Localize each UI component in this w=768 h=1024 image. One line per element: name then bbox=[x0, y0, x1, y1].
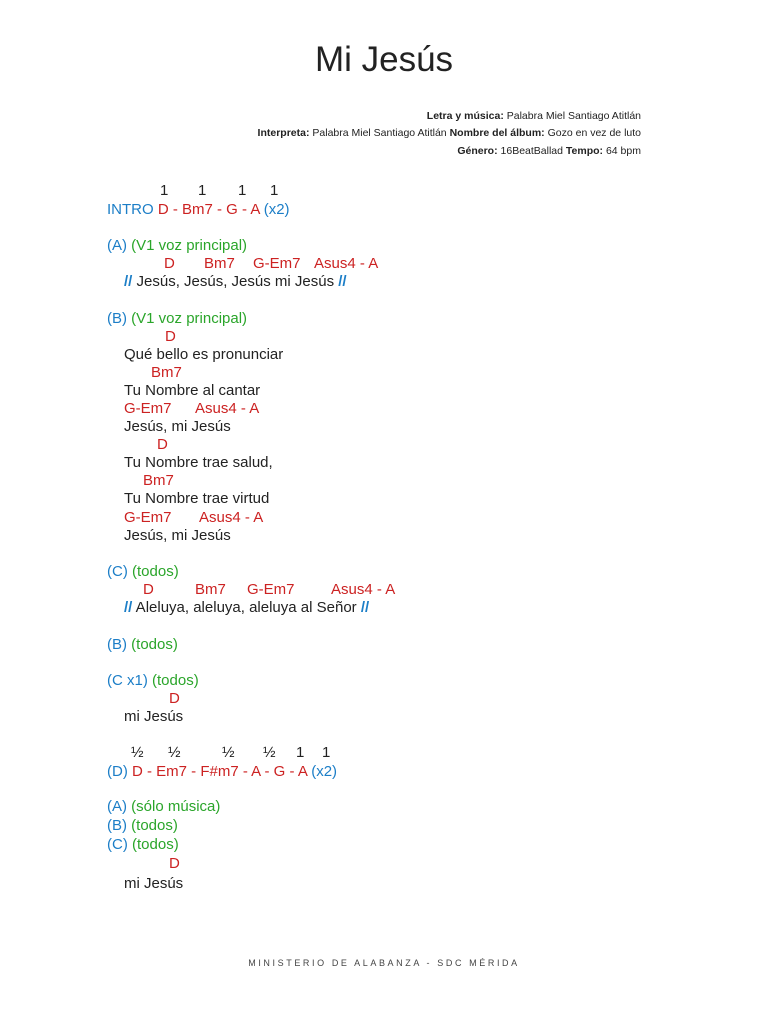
chord: Asus4 - A bbox=[195, 400, 260, 417]
meta-label: Letra y música: bbox=[426, 110, 504, 122]
repeat-mark: // bbox=[124, 599, 133, 616]
section-note: (V1 voz principal) bbox=[131, 237, 248, 254]
meta-lyrics-music bbox=[427, 110, 641, 122]
lyric-line: mi Jesús bbox=[124, 708, 184, 725]
section-header-a bbox=[107, 237, 247, 255]
chord: D bbox=[165, 328, 176, 345]
section-header-c2 bbox=[107, 672, 199, 690]
meta-genre-tempo bbox=[457, 145, 641, 157]
lyric-text: Jesús, Jesús, Jesús mi Jesús bbox=[132, 273, 339, 290]
section-tag: (D) bbox=[107, 763, 128, 780]
section-tag: (C) bbox=[107, 563, 128, 580]
meta-value: 64 bpm bbox=[603, 145, 641, 157]
beat-count: 1 bbox=[270, 182, 279, 199]
section-header-b-outro bbox=[107, 817, 178, 835]
beat-count: ½ bbox=[222, 744, 235, 761]
beat-count: 1 bbox=[238, 182, 247, 199]
chord: G-Em7 bbox=[253, 255, 301, 272]
section-tag: (B) bbox=[107, 636, 127, 653]
meta-label: Nombre del álbum: bbox=[449, 127, 545, 139]
section-d-line bbox=[107, 763, 337, 781]
lyric-line: Jesús, mi Jesús bbox=[124, 418, 231, 435]
lyric-line: Tu Nombre trae virtud bbox=[124, 490, 270, 507]
section-tag: (B) bbox=[107, 310, 127, 327]
chord-progression: D - Bm7 - G - A bbox=[157, 201, 260, 218]
section-note: (sólo música) bbox=[131, 798, 221, 815]
chord: G-Em7 bbox=[247, 581, 295, 598]
chord: Bm7 bbox=[151, 364, 182, 381]
chord: G-Em7 bbox=[124, 400, 172, 417]
section-tag: (C) bbox=[107, 836, 128, 853]
lyric-text: Aleluya, aleluya, aleluya al Señor bbox=[132, 599, 361, 616]
chord: D bbox=[157, 436, 168, 453]
repeat-marker: (x2) bbox=[263, 201, 290, 218]
lyric-line: mi Jesús bbox=[124, 875, 184, 892]
chord: Asus4 - A bbox=[331, 581, 396, 598]
meta-value: 16BeatBallad bbox=[497, 145, 566, 157]
lyric-line: Tu Nombre al cantar bbox=[124, 382, 261, 399]
lyric-line: Qué bello es pronunciar bbox=[124, 346, 284, 363]
repeat-marker: (x2) bbox=[311, 763, 338, 780]
repeat-mark: // bbox=[124, 273, 133, 290]
chord: D bbox=[143, 581, 154, 598]
section-tag: (A) bbox=[107, 237, 127, 254]
chord: D bbox=[169, 690, 180, 707]
intro-line bbox=[107, 201, 290, 219]
footer-ministry: MINISTERIO DE ALABANZA - SDC MÉRIDA bbox=[248, 958, 520, 968]
song-title: Mi Jesús bbox=[314, 40, 454, 79]
section-tag: INTRO bbox=[107, 201, 154, 218]
beat-count: 1 bbox=[198, 182, 207, 199]
repeat-mark: // bbox=[360, 599, 370, 616]
chord-progression: D - Em7 - F#m7 - A - G - A bbox=[132, 763, 308, 780]
lyric-line bbox=[124, 273, 347, 291]
meta-value: Gozo en vez de luto bbox=[544, 127, 641, 139]
beat-count: ½ bbox=[263, 744, 276, 761]
chord: Bm7 bbox=[143, 472, 174, 489]
meta-label: Tempo: bbox=[565, 145, 604, 157]
section-note: (todos) bbox=[132, 836, 179, 853]
section-header-b bbox=[107, 310, 247, 328]
section-note: (todos) bbox=[152, 672, 199, 689]
meta-interpreter-album bbox=[258, 127, 641, 139]
chord: D bbox=[169, 855, 180, 872]
section-header-a-outro bbox=[107, 798, 220, 816]
chord: G-Em7 bbox=[124, 509, 172, 526]
meta-value: Palabra Miel Santiago Atitlán bbox=[503, 110, 641, 122]
meta-label: Interpreta: bbox=[257, 127, 310, 139]
section-note: (todos) bbox=[132, 563, 179, 580]
section-note: (todos) bbox=[131, 817, 178, 834]
beat-count: ½ bbox=[131, 744, 144, 761]
meta-value: Palabra Miel Santiago Atitlán bbox=[309, 127, 450, 139]
beat-count: 1 bbox=[160, 182, 169, 199]
chord: Bm7 bbox=[204, 255, 235, 272]
section-note: (V1 voz principal) bbox=[131, 310, 248, 327]
section-tag: (C x1) bbox=[107, 672, 148, 689]
section-tag: (A) bbox=[107, 798, 127, 815]
lyric-line: Jesús, mi Jesús bbox=[124, 527, 231, 544]
chord: Asus4 - A bbox=[314, 255, 379, 272]
chord: D bbox=[164, 255, 175, 272]
section-tag: (B) bbox=[107, 817, 127, 834]
section-note: (todos) bbox=[131, 636, 178, 653]
lyric-line: Tu Nombre trae salud, bbox=[124, 454, 273, 471]
section-header-c-outro bbox=[107, 836, 179, 854]
chord: Bm7 bbox=[195, 581, 226, 598]
beat-count: 1 bbox=[322, 744, 331, 761]
chord: Asus4 - A bbox=[199, 509, 264, 526]
meta-label: Género: bbox=[457, 145, 498, 157]
lyric-line bbox=[124, 599, 369, 617]
section-header-c bbox=[107, 563, 179, 581]
beat-count: 1 bbox=[296, 744, 305, 761]
repeat-mark: // bbox=[338, 273, 347, 290]
section-header-b2 bbox=[107, 636, 178, 654]
beat-count: ½ bbox=[168, 744, 181, 761]
